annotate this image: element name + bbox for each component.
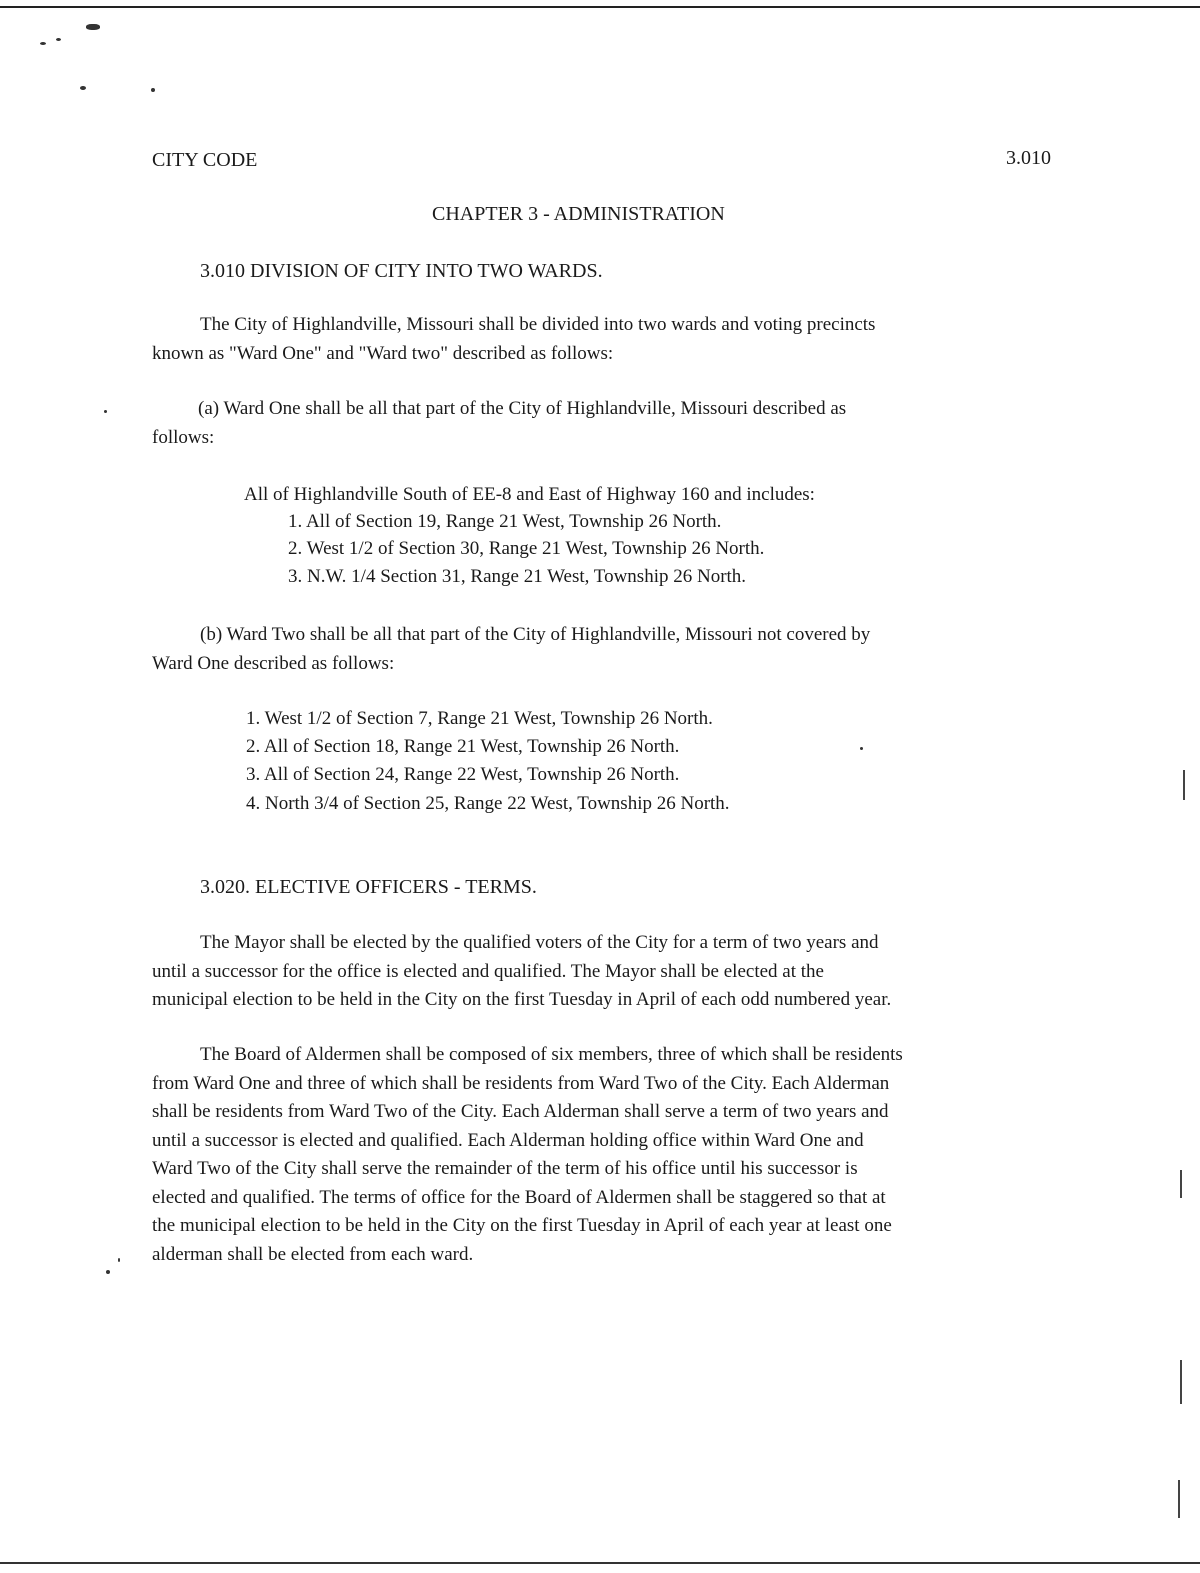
paragraph-line: follows:: [152, 426, 215, 448]
scan-speck: [104, 410, 107, 413]
paragraph-line: the municipal election to be held in the City on the first Tuesday in April of each year at least one: [152, 1215, 892, 1236]
chapter-title: CHAPTER 3 - ADMINISTRATION: [432, 203, 725, 225]
paragraph-line: elected and qualified. The terms of office for the Board of Aldermen shall be staggered so that at: [152, 1186, 886, 1208]
scan-speck: [860, 747, 863, 750]
list-item: 1. West 1/2 of Section 7, Range 21 West, Township 26 North.: [246, 708, 713, 729]
scan-mark: [1180, 1360, 1182, 1404]
paragraph-line: (b) Ward Two shall be all that part of the City of Highlandville, Missouri not covered by: [200, 624, 871, 645]
paragraph-line: The Mayor shall be elected by the qualified voters of the City for a term of two years and: [200, 932, 879, 953]
scan-speck: [118, 1258, 120, 1262]
paragraph-line: municipal election to be held in the City on the first Tuesday in April of each odd numbered year.: [152, 989, 892, 1010]
paragraph-line: alderman shall be elected from each ward.: [152, 1243, 474, 1265]
section-heading-3010: 3.010 DIVISION OF CITY INTO TWO WARDS.: [200, 260, 603, 282]
scan-speck: [56, 38, 61, 41]
paragraph-line: The Board of Aldermen shall be composed of six members, three of which shall be residents: [200, 1044, 903, 1065]
section-heading-3020: 3.020. ELECTIVE OFFICERS - TERMS.: [200, 876, 537, 898]
scan-speck: [40, 42, 46, 45]
list-item: 4. North 3/4 of Section 25, Range 22 West, Township 26 North.: [246, 793, 730, 814]
paragraph-line: from Ward One and three of which shall be residents from Ward Two of the City. Each Alderman: [152, 1072, 890, 1094]
list-item: 2. All of Section 18, Range 21 West, Township 26 North.: [246, 736, 680, 757]
scan-speck: [86, 24, 100, 30]
paragraph-line: Ward One described as follows:: [152, 652, 395, 674]
ward-two-paragraph: [152, 621, 1030, 678]
bottom-scan-edge: [0, 1562, 1200, 1564]
header-section-number: 3.010: [1006, 147, 1051, 169]
paragraph-line: until a successor for the office is elected and qualified. The Mayor shall be elected at the: [152, 960, 824, 982]
scan-mark: [1183, 770, 1185, 800]
ward-division-paragraph: [152, 311, 1022, 368]
paragraph-line: until a successor is elected and qualified. Each Alderman holding office within Ward One and: [152, 1129, 864, 1151]
list-item: 3. All of Section 24, Range 22 West, Township 26 North.: [246, 764, 680, 785]
header-title: CITY CODE: [152, 149, 258, 171]
scan-mark: [1180, 1170, 1182, 1198]
scan-speck: [80, 86, 86, 90]
paragraph-line: The City of Highlandville, Missouri shall be divided into two wards and voting precincts: [200, 314, 876, 335]
top-scan-edge: [0, 6, 1200, 8]
scan-mark: [1178, 1480, 1180, 1518]
list-item: 1. All of Section 19, Range 21 West, Township 26 North.: [288, 511, 722, 532]
paragraph-line: Ward Two of the City shall serve the remainder of the term of his office until his successor is: [152, 1158, 858, 1179]
paragraph-line: shall be residents from Ward Two of the City. Each Alderman shall serve a term of two years and: [152, 1101, 889, 1122]
scan-speck: [106, 1270, 110, 1274]
paragraph-line: known as "Ward One" and "Ward two" described as follows:: [152, 342, 614, 364]
list-item: 2. West 1/2 of Section 30, Range 21 West, Township 26 North.: [288, 538, 765, 559]
aldermen-paragraph: [152, 1041, 1064, 1269]
paragraph-line: (a) Ward One shall be all that part of the City of Highlandville, Missouri described as: [198, 398, 847, 419]
list-item: 3. N.W. 1/4 Section 31, Range 21 West, Township 26 North.: [288, 566, 747, 587]
scan-speck: [151, 88, 155, 92]
ward-one-boundary-intro: All of Highlandville South of EE-8 and East of Highway 160 and includes:: [244, 484, 815, 505]
mayor-paragraph: [152, 929, 1054, 1015]
ward-one-paragraph: [152, 395, 1012, 452]
